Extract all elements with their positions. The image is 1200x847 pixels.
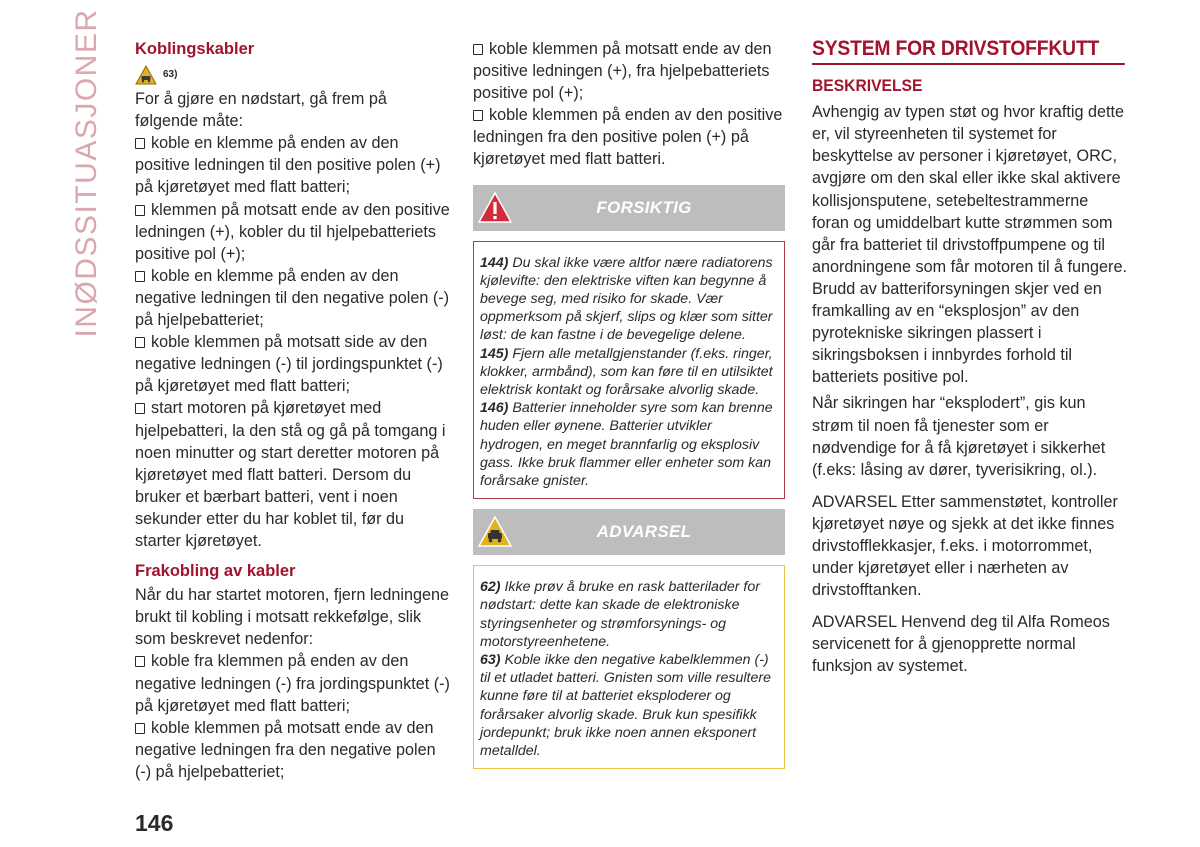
checkbox-bullet-icon bbox=[135, 337, 145, 348]
caution-item: 145) Fjern alle metallgjenstander (f.eks. ringer, klokker, armbånd), som kan føre til en utilsiktet elektrisk kontakt og forårsake alvorlig skade. bbox=[480, 345, 773, 398]
warning-title: ADVARSEL bbox=[596, 522, 692, 542]
list-item: koble klemmen på motsatt ende av den positive ledningen (+), fra hjelpebatteriets positive pol (+); bbox=[473, 40, 772, 103]
list-item: koble fra klemmen på enden av den negative ledningen (-) fra jordingspunktet (-) på kjøretøyet med flatt batteri; bbox=[135, 652, 450, 715]
page-number: 146 bbox=[135, 810, 174, 836]
warning-reference bbox=[135, 62, 450, 88]
section-subheading: BESKRIVELSE bbox=[812, 76, 923, 96]
caution-header bbox=[473, 185, 785, 231]
side-chapter-tab bbox=[62, 7, 112, 338]
list-item: koble klemmen på motsatt ende av den negative ledningen fra den negative polen (-) på hjelpebatteriet; bbox=[135, 718, 436, 781]
section-heading: SYSTEM FOR DRIVSTOFFKUTT bbox=[812, 38, 1125, 65]
checkbox-bullet-icon bbox=[135, 271, 145, 282]
heading-disconnect-cables: Frakobling av kabler bbox=[135, 562, 296, 581]
column-1 bbox=[135, 38, 450, 783]
heading-jumper-cables: Koblingskabler bbox=[135, 40, 255, 58]
list-item: koble en klemme på enden av den negative ledningen til den negative polen (-) på hjelpebatteriet; bbox=[135, 266, 450, 330]
column-3 bbox=[812, 38, 1127, 678]
intro-paragraph-2: Når du har startet motoren, fjern ledningene brukt til kobling i motsatt rekkefølge, slik som beskrevet nedenfor: bbox=[135, 586, 450, 649]
intro-paragraph: For å gjøre en nødstart, gå frem på følgende måte: bbox=[135, 90, 387, 131]
checkbox-bullet-icon bbox=[135, 205, 145, 216]
list-item: koble klemmen på motsatt side av den negative ledningen (-) til jordingspunktet (-) på kjøretøyet med flatt batteri; bbox=[135, 333, 443, 396]
warning-header bbox=[473, 509, 785, 555]
caution-item: 146) Batterier inneholder syre som kan brenne huden eller øynene. Batterier utvikler hydrogen, en meget brannfarlig og eksplosiv gass. Ikke bruk flammer eller enheter som kan forårsake gnister. bbox=[480, 400, 773, 489]
warning-item: 63) Koble ikke den negative kabelklemmen (-) til et utladet batteri. Gnisten som ville resultere kunne føre til at batteriet eksploderer og forårsaker alvorlig skade. Bruk kun spesifikk jordepunkt; bruk ikke noen annen eksponert metalldel. bbox=[480, 652, 771, 760]
warning-item: 62) Ikke prøv å bruke en rask batterilader for nødstart: dette kan skade de elektroniske styringsenheter og strømforsynings- og motorstyreenhetene. bbox=[480, 579, 760, 650]
warning-box bbox=[473, 565, 785, 769]
checkbox-bullet-icon bbox=[135, 403, 145, 414]
column-2 bbox=[473, 38, 785, 769]
checkbox-bullet-icon bbox=[473, 44, 483, 55]
side-chapter-label: INØDSSITUASJONER bbox=[70, 7, 103, 338]
paragraph: Avhengig av typen støt og hvor kraftig dette er, vil styreenheten til systemet for beskyttelse av personer i kjøretøyet, ORC, avgjøre om den skal eller ikke skal aktivere kollisjonsputene, setebeltestrammerne foran og umiddelbart kutte strømmen som går fra batteriet til drivstoffpumpene og til anordningene som får motoren til å fungere. Brudd av batteriforsyningen skjer ved en framkalling av en “eksplosjon” av den pyrotekniske sikringen plassert i sikringsboksen i innbyrdes forhold til batteriets positive pol. bbox=[812, 103, 1127, 387]
car-warning-icon bbox=[135, 65, 157, 85]
list-item: klemmen på motsatt ende av den positive ledningen (+), kobler du til hjelpebatteriets positive pol (+); bbox=[135, 200, 450, 263]
paragraph: Når sikringen har “eksplodert”, gis kun strøm til noen få tjenester som er nødvendige for å få kjøretøyet i sikkerhet (f.eks: låsing av dører, tyverisikring, ol.). bbox=[812, 394, 1106, 479]
checkbox-bullet-icon bbox=[473, 110, 483, 121]
list-item: start motoren på kjøretøyet med hjelpebatteri, la den stå og gå på tomgang i noen minutter og start deretter motoren på kjøretøyet med flatt batteri. Dersom du bruker et bærbart batteri, vent i noen sekunder etter du har koblet til, før du starter kjøretøyet. bbox=[135, 399, 446, 550]
paragraph: ADVARSEL Henvend deg til Alfa Romeos servicenett for å gjenopprette normal funksjon av systemet. bbox=[812, 613, 1110, 676]
checkbox-bullet-icon bbox=[135, 723, 145, 734]
caution-item: 144) Du skal ikke være altfor nære radiatorens kjølevifte: den elektriske viften kan begynne å bevege seg, med risiko for skade. Vær oppmerksom på skjerf, slips og klær som sitter løst: de kan fastne i de bevegelige delene. bbox=[480, 254, 773, 344]
list-item: koble en klemme på enden av den positive ledningen til den positive polen (+) på kjøretøyet med flatt batteri; bbox=[135, 134, 441, 197]
checkbox-bullet-icon bbox=[135, 138, 145, 149]
reference-number: 63) bbox=[163, 69, 178, 81]
caution-box bbox=[473, 241, 785, 500]
checkbox-bullet-icon bbox=[135, 656, 145, 667]
list-item: koble klemmen på enden av den positive ledningen fra den positive polen (+) på kjøretøyet med flatt batteri. bbox=[473, 106, 783, 169]
paragraph: ADVARSEL Etter sammenstøtet, kontroller kjøretøyet nøye og sjekk at det ikke finnes drivstofflekkasjer, f.eks. i motorrommet, under kjøretøyet eller i nærheten av drivstofftanken. bbox=[812, 492, 1118, 600]
caution-title: FORSIKTIG bbox=[596, 197, 692, 217]
